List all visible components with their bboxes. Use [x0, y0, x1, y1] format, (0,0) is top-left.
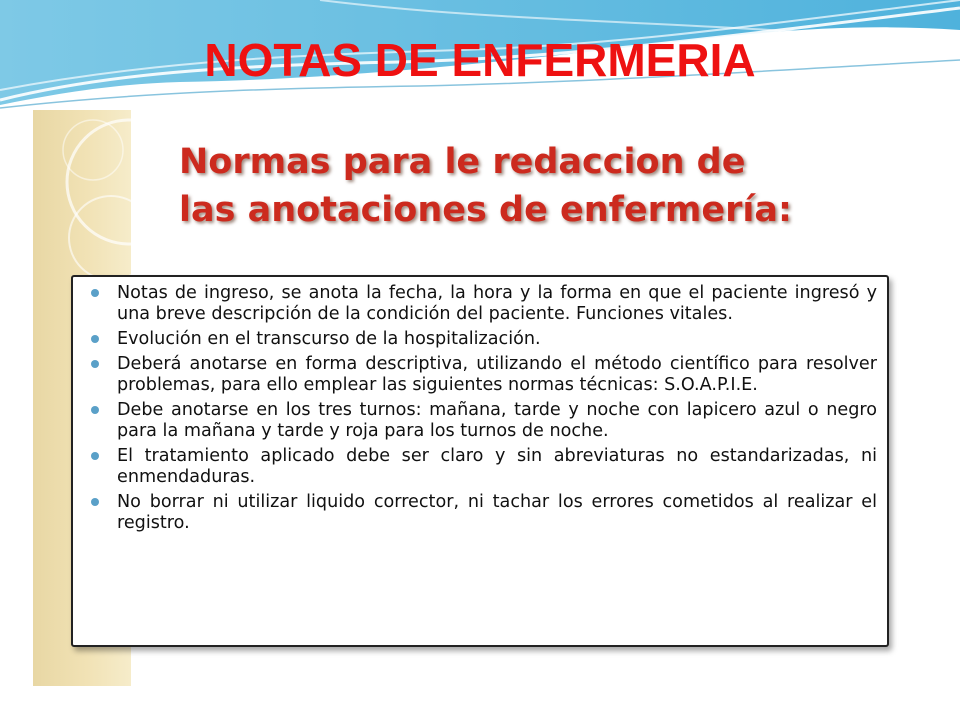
rule-text: El tratamiento aplicado debe ser claro y sin abreviaturas no estandarizadas, ni enmendaduras. — [117, 446, 877, 487]
heading-line-1: Normas para le redaccion de — [179, 142, 746, 182]
section-heading — [179, 138, 899, 234]
rule-text: Evolución en el transcurso de la hospitalización. — [117, 329, 541, 349]
bullet-icon — [91, 498, 99, 506]
rule-item — [87, 400, 877, 442]
rule-item — [87, 492, 877, 534]
slide-title: NOTAS DE ENFERMERIA — [204, 34, 756, 86]
rule-text: Debe anotarse en los tres turnos: mañana, tarde y noche con lapicero azul o negro para la mañana y tarde y roja para los turnos de noche. — [117, 400, 877, 441]
rule-text: No borrar ni utilizar liquido corrector, ni tachar los errores cometidos al realizar el registro. — [117, 492, 877, 533]
bullet-icon — [91, 452, 99, 460]
bullet-icon — [91, 335, 99, 343]
bullet-icon — [91, 406, 99, 414]
rule-text: Deberá anotarse en forma descriptiva, utilizando el método científico para resolver problemas, para ello emplear las siguientes normas técnicas: S.O.A.P.I.E. — [117, 354, 877, 395]
rule-item — [87, 283, 877, 325]
rule-text: Notas de ingreso, se anota la fecha, la hora y la forma en que el paciente ingresó y una breve descripción de la condición del paciente. Funciones vitales. — [117, 283, 877, 324]
bullet-icon — [91, 360, 99, 368]
rule-item — [87, 446, 877, 488]
heading-line-2: las anotaciones de enfermería: — [179, 190, 792, 230]
rules-list — [87, 283, 877, 534]
rule-item — [87, 354, 877, 396]
content-panel — [33, 110, 907, 686]
rules-box — [71, 275, 889, 647]
bullet-icon — [91, 289, 99, 297]
rule-item — [87, 329, 877, 350]
